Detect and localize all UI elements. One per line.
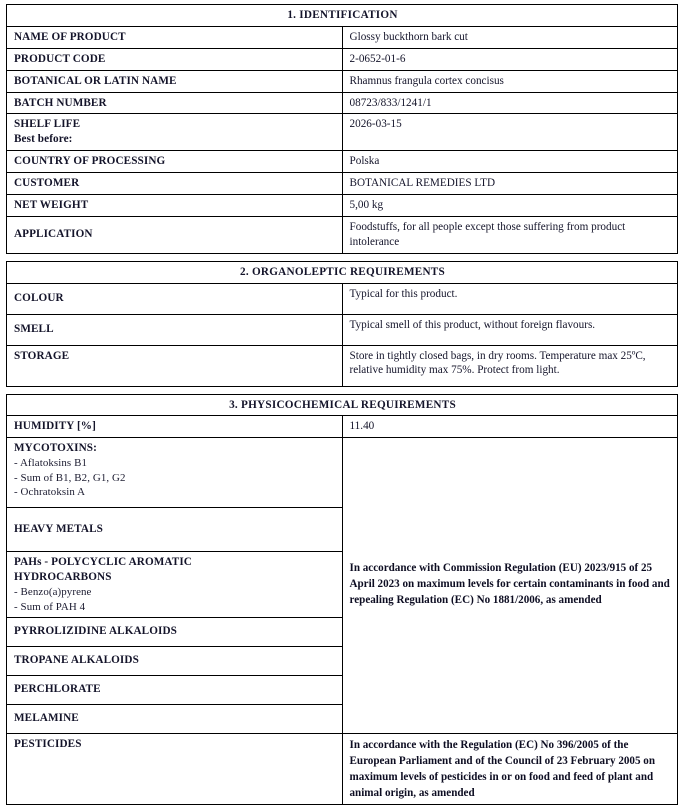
list-item: - Sum of PAH 4 xyxy=(14,600,86,613)
table-row xyxy=(7,283,678,314)
row-label-net-weight: NET WEIGHT xyxy=(7,195,343,217)
row-label-country-of-processing: COUNTRY OF PROCESSING xyxy=(7,151,343,173)
pahs-sub-list xyxy=(14,585,336,614)
table-row xyxy=(7,92,678,114)
row-value-net-weight: 5,00 kg xyxy=(342,195,678,217)
section-header-row xyxy=(7,394,678,416)
row-value-colour: Typical for this product. xyxy=(342,283,678,314)
row-value-shelf-life: 2026-03-15 xyxy=(342,114,678,151)
table-row xyxy=(7,195,678,217)
organoleptic-table xyxy=(6,261,678,387)
section-2-heading: 2. ORGANOLEPTIC REQUIREMENTS xyxy=(7,261,678,283)
row-value-name-of-product: Glossy buckthorn bark cut xyxy=(342,26,678,48)
section-header-row xyxy=(7,261,678,283)
row-label-humidity: HUMIDITY [%] xyxy=(7,416,343,438)
physicochemical-table xyxy=(6,394,678,805)
list-item: - Aflatoksins B1 xyxy=(14,457,87,470)
shelf-life-label-line2: Best before: xyxy=(14,133,73,146)
row-value-application: Foodstuffs, for all people except those suffering from product intolerance xyxy=(342,216,678,253)
table-row xyxy=(7,733,678,804)
row-value-smell: Typical smell of this product, without foreign flavours. xyxy=(342,314,678,345)
table-row xyxy=(7,70,678,92)
section-1-heading: 1. IDENTIFICATION xyxy=(7,5,678,27)
identification-table xyxy=(6,4,678,254)
row-label-pyrrolizidine-alkaloids: PYRROLIZIDINE ALKALOIDS xyxy=(7,617,343,646)
row-value-batch-number: 08723/833/1241/1 xyxy=(342,92,678,114)
row-label-heavy-metals: HEAVY METALS xyxy=(7,508,343,552)
row-label-name-of-product: NAME OF PRODUCT xyxy=(7,26,343,48)
section-header-row xyxy=(7,5,678,27)
row-label-melamine: MELAMINE xyxy=(7,704,343,733)
table-row xyxy=(7,314,678,345)
pahs-label-line2: HYDROCARBONS xyxy=(14,571,112,584)
table-row xyxy=(7,26,678,48)
row-value-humidity: 11.40 xyxy=(342,416,678,438)
pesticides-regulation-statement: In accordance with the Regulation (EC) No 396/2005 of the European Parliament and of the Council of 23 February 2005 on maximum levels of pesticides in or on food and feed of plant and animal origin, as amended xyxy=(342,733,678,804)
row-value-product-code: 2-0652-01-6 xyxy=(342,48,678,70)
table-row xyxy=(7,345,678,386)
row-label-pahs xyxy=(7,552,343,618)
list-item: - Ochratoksin A xyxy=(14,486,86,499)
row-label-batch-number: BATCH NUMBER xyxy=(7,92,343,114)
row-label-shelf-life xyxy=(7,114,343,151)
row-label-botanical-name: BOTANICAL OR LATIN NAME xyxy=(7,70,343,92)
row-label-storage: STORAGE xyxy=(7,345,343,386)
list-item: - Sum of B1, B2, G1, G2 xyxy=(14,471,126,484)
table-row xyxy=(7,151,678,173)
row-label-application: APPLICATION xyxy=(7,216,343,253)
table-row xyxy=(7,216,678,253)
table-row xyxy=(7,48,678,70)
table-row xyxy=(7,416,678,438)
row-label-product-code: PRODUCT CODE xyxy=(7,48,343,70)
row-value-botanical-name: Rhamnus frangula cortex concisus xyxy=(342,70,678,92)
row-value-storage: Store in tightly closed bags, in dry rooms. Temperature max 25ºC, relative humidity max 75%. Protect from light. xyxy=(342,345,678,386)
row-label-pesticides: PESTICIDES xyxy=(7,733,343,804)
row-label-perchlorate: PERCHLORATE xyxy=(7,675,343,704)
row-label-smell: SMELL xyxy=(7,314,343,345)
contaminants-regulation-statement: In accordance with Commission Regulation (EU) 2023/915 of 25 April 2023 on maximum levels for certain contaminants in food and repealing Regulation (EC) No 1881/2006, as amended xyxy=(342,438,678,734)
row-label-colour: COLOUR xyxy=(7,283,343,314)
row-value-customer: BOTANICAL REMEDIES LTD xyxy=(342,173,678,195)
row-label-tropane-alkaloids: TROPANE ALKALOIDS xyxy=(7,646,343,675)
list-item: - Benzo(a)pyrene xyxy=(14,586,92,599)
mycotoxins-sub-list xyxy=(14,456,336,499)
row-label-customer: CUSTOMER xyxy=(7,173,343,195)
mycotoxins-label: MYCOTOXINS: xyxy=(14,442,97,455)
pahs-label-line1: PAHs - POLYCYCLIC AROMATIC xyxy=(14,556,192,569)
row-value-country-of-processing: Polska xyxy=(342,151,678,173)
table-row xyxy=(7,173,678,195)
table-row xyxy=(7,438,678,508)
section-3-heading: 3. PHYSICOCHEMICAL REQUIREMENTS xyxy=(7,394,678,416)
table-row xyxy=(7,114,678,151)
shelf-life-label-line1: SHELF LIFE xyxy=(14,118,81,131)
row-label-mycotoxins xyxy=(7,438,343,508)
